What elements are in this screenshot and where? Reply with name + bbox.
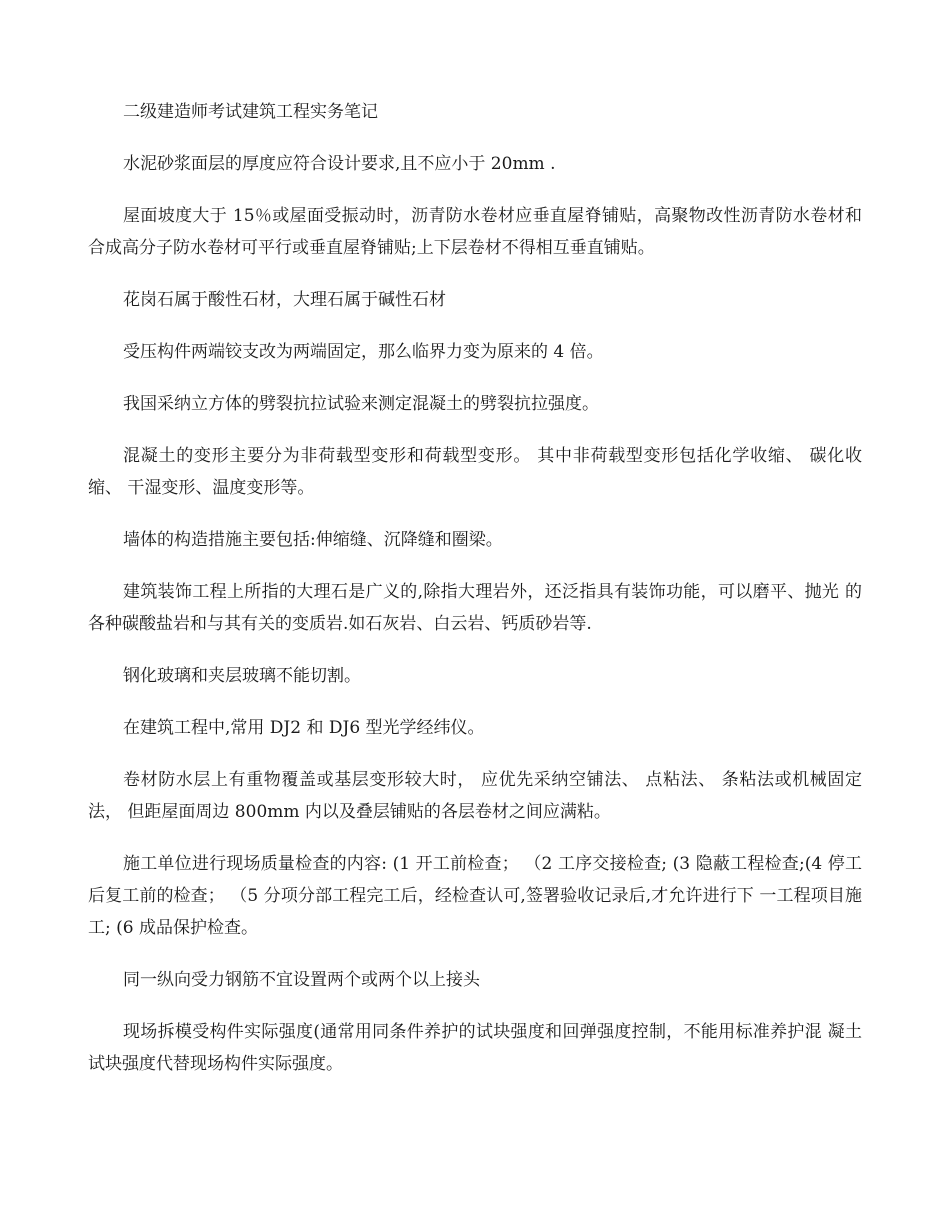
paragraph: 同一纵向受力钢筋不宜设置两个或两个以上接头 [123,970,480,990]
paragraph: 卷材防水层上有重物覆盖或基层变形较大时， 应优先采纳空铺法、 点粘法、 条粘法或机械固定法， 但距屋面周边 800mm 内以及叠层铺贴的各层卷材之间应满粘。 [88,770,862,822]
paragraph: 在建筑工程中,常用 DJ2 和 DJ6 型光学经纬仪。 [123,718,485,738]
paragraph: 受压构件两端铰支改为两端固定，那么临界力变为原来的 4 倍。 [123,342,604,362]
paragraph: 花岗石属于酸性石材，大理石属于碱性石材 [123,290,446,310]
paragraph: 屋面坡度大于 15％或屋面受振动时，沥青防水卷材应垂直屋脊铺贴，高聚物改性沥青防水卷材和 合成高分子防水卷材可平行或垂直屋脊铺贴;上下层卷材不得相互垂直铺贴。 [88,206,862,258]
paragraph: 混凝土的变形主要分为非荷载型变形和荷载型变形。 其中非荷载型变形包括化学收缩、 碳化收缩、 干湿变形、温度变形等。 [88,446,862,498]
paragraph: 建筑装饰工程上所指的大理石是广义的,除指大理岩外，还泛指具有装饰功能，可以磨平、抛光 的各种碳酸盐岩和与其有关的变质岩.如石灰岩、白云岩、钙质砂岩等. [88,582,862,634]
document-body [88,96,862,1100]
document-title: 二级建造师考试建筑工程实务笔记 [123,102,378,122]
paragraph: 墙体的构造措施主要包括:伸缩缝、沉降缝和圈梁。 [123,530,503,550]
paragraph: 施工单位进行现场质量检查的内容: (1 开工前检查； （2 工序交接检查; (3 隐蔽工程检查;(4 停工后复工前的检查； （5 分项分部工程完工后，经检查认可,签署验收记录后,才允许进行下 一工程项目施工; (6 成品保护检查。 [88,854,862,938]
paragraph: 现场拆模受构件实际强度(通常用同条件养护的试块强度和回弹强度控制，不能用标准养护混 凝土试块强度代替现场构件实际强度。 [88,1022,862,1074]
paragraph: 水泥砂浆面层的厚度应符合设计要求,且不应小于 20mm . [123,154,556,174]
paragraph: 钢化玻璃和夹层玻璃不能切割。 [123,666,361,686]
paragraph: 我国采纳立方体的劈裂抗拉试验来测定混凝土的劈裂抗拉强度。 [123,394,599,414]
